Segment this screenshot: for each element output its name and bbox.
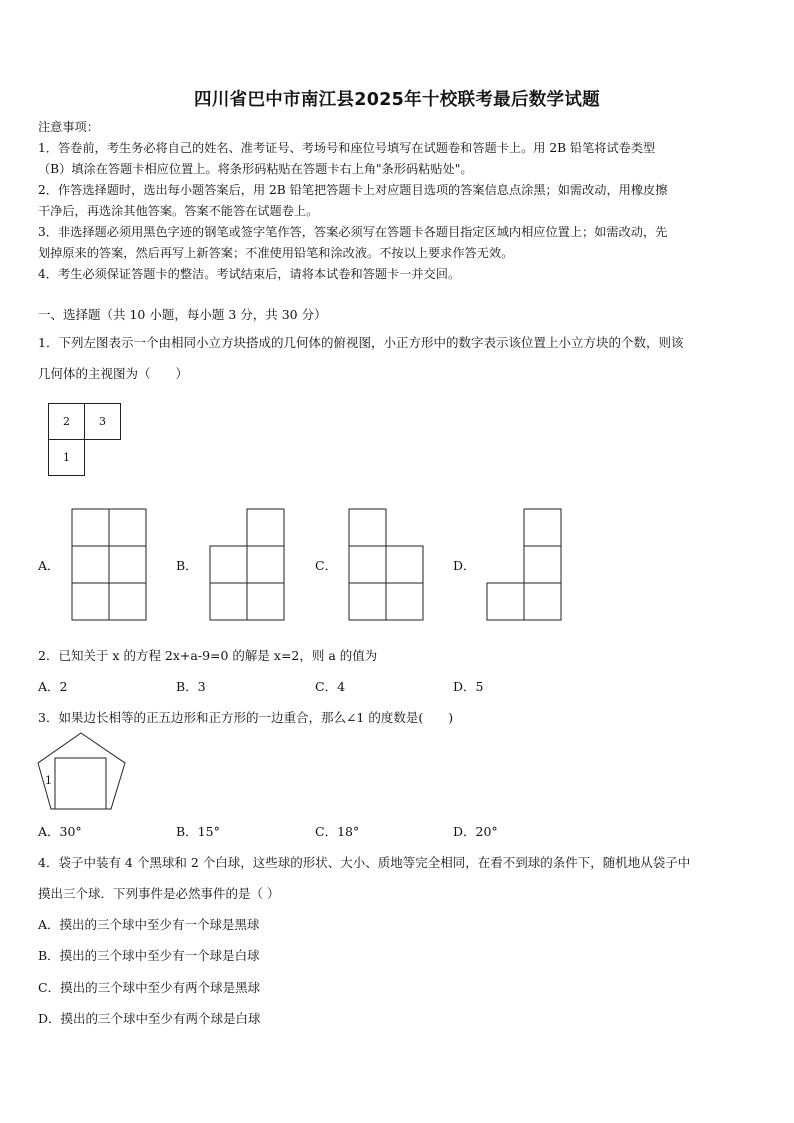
option-c-label: C．: [315, 558, 338, 573]
question-4-stem: 4．袋子中装有 4 个黑球和 2 个白球，这些球的形状、大小、质地等完全相同，在看不到球的条件下，随机地从袋子中: [38, 855, 691, 870]
option-d: D．摸出的三个球中至少有两个球是白球: [38, 1011, 261, 1026]
notice-line: 2．作答选择题时，选出每小题答案后，用 2B 铅笔把答题卡上对应题目选项的答案信息点涂黑；如需改动，用橡皮擦: [38, 183, 668, 197]
question-1-stem: 几何体的主视图为（ ）: [38, 366, 189, 381]
notice-heading: 注意事项：: [38, 120, 99, 134]
option-b: B．15°: [176, 824, 220, 839]
option-d-figure: [486, 508, 562, 621]
option-c: C．18°: [315, 824, 360, 839]
option-b: B．3: [176, 679, 206, 694]
option-a: A．摸出的三个球中至少有一个球是黑球: [38, 917, 260, 932]
top-view-cell: 1: [48, 439, 85, 476]
top-view-cell: 3: [84, 403, 121, 440]
option-c: C．4: [315, 679, 346, 694]
option-a: A．30°: [38, 824, 82, 839]
option-d-label: D．: [453, 558, 476, 573]
question-4-stem: 摸出三个球．下列事件是必然事件的是（ ）: [38, 886, 280, 901]
option-a: A．2: [38, 679, 68, 694]
question-1-stem: 1．下列左图表示一个由相同小立方块搭成的几何体的俯视图，小正方形中的数字表示该位置上小立方块的个数，则该: [38, 335, 684, 350]
notice-line: 划掉原来的答案，然后再写上新答案；不准使用铅笔和涂改液。不按以上要求作答无效。: [38, 246, 514, 260]
section-heading: 一、选择题（共 10 小题，每小题 3 分，共 30 分）: [38, 307, 327, 322]
top-view-cell: 2: [48, 403, 85, 440]
notice-line: 1．答卷前，考生务必将自己的姓名、准考证号、考场号和座位号填写在试题卷和答题卡上。用 2B 铅笔将试卷类型: [38, 141, 656, 155]
notice-line: 3．非选择题必须用黑色字迹的钢笔或签字笔作答，答案必须写在答题卡各题目指定区域内相应位置上；如需改动，先: [38, 225, 668, 239]
question-3-stem: 3．如果边长相等的正五边形和正方形的一边重合，那么∠1 的度数是( ): [38, 710, 454, 725]
option-b-label: B．: [176, 558, 198, 573]
option-d: D．5: [453, 679, 484, 694]
option-c-figure: [348, 508, 424, 621]
option-b-figure: [209, 508, 285, 621]
option-a-figure: [71, 508, 147, 621]
pentagon-square-figure: [36, 730, 136, 812]
option-a-label: A．: [38, 558, 60, 573]
option-b: B．摸出的三个球中至少有一个球是白球: [38, 948, 260, 963]
question-2-stem: 2．已知关于 x 的方程 2x+a-9=0 的解是 x=2，则 a 的值为: [38, 648, 378, 663]
option-d: D．20°: [453, 824, 498, 839]
notice-line: 4．考生必须保证答题卡的整洁。考试结束后，请将本试卷和答题卡一并交回。: [38, 267, 461, 281]
angle-label: 1: [45, 774, 52, 787]
notice-line: （B）填涂在答题卡相应位置上。将条形码粘贴在答题卡右上角"条形码粘贴处"。: [38, 162, 473, 176]
page-title: 四川省巴中市南江县2025年十校联考最后数学试题: [194, 90, 600, 110]
notice-line: 干净后，再选涂其他答案。答案不能答在试题卷上。: [38, 204, 319, 218]
option-c: C．摸出的三个球中至少有两个球是黑球: [38, 980, 261, 995]
